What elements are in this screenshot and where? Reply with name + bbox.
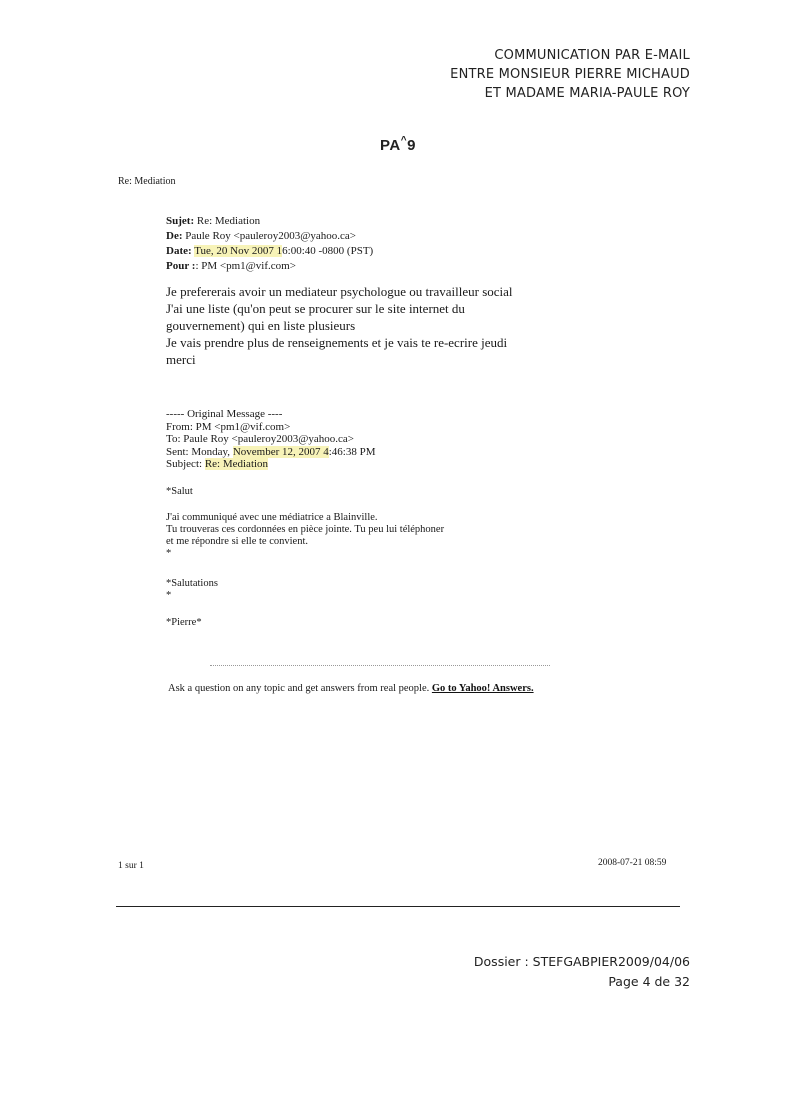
body-line: merci — [166, 352, 196, 367]
yahoo-footer — [168, 683, 534, 694]
stamp-suffix: 9 — [407, 137, 416, 154]
body-line: Je prefererais avoir un mediateur psychologue ou travailleur social — [166, 284, 513, 299]
email-headers — [166, 214, 373, 274]
footer-rule — [116, 906, 680, 907]
quoted-salutations: *Salutations — [166, 578, 218, 589]
quoted-line: Tu trouveras ces cordonnées en pièce jointe. Tu peu lui téléphoner — [166, 524, 445, 535]
from-label: De: — [166, 230, 183, 242]
to-row — [166, 259, 373, 274]
email-title: Re: Mediation — [118, 176, 176, 187]
original-from: From: PM <pm1@vif.com> — [166, 420, 291, 433]
date-value-rest: 6:00:40 -0800 (PST) — [282, 245, 374, 257]
original-message-headers — [166, 408, 376, 471]
date-value-highlight: Tue, 20 Nov 2007 1 — [194, 245, 283, 257]
dossier-number: Dossier : STEFGABPIER2009/04/06 — [473, 954, 690, 969]
sent-rest: :46:38 PM — [328, 445, 376, 458]
subject-value: Re: Mediation — [196, 215, 261, 227]
from-row — [166, 229, 373, 244]
to-label: Pour : — [166, 260, 196, 272]
from-value: Paule Roy <pauleroy2003@yahoo.ca> — [185, 230, 356, 242]
quoted-line: J'ai communiqué avec une médiatrice a Blainville. — [166, 512, 378, 523]
divider — [210, 665, 550, 666]
page-stamp — [380, 137, 416, 154]
email-body — [166, 283, 526, 368]
yahoo-text: Ask a question on any topic and get answers from real people. — [168, 683, 432, 694]
stamp-prefix: PA — [380, 137, 401, 154]
to-value: : PM <pm1@vif.com> — [195, 260, 296, 272]
body-line: J'ai une liste (qu'on peut se procurer sur le site internet du gouvernement) qui en liste plusieurs — [166, 301, 465, 333]
dossier-block — [474, 952, 690, 992]
stamp-caret: ^ — [400, 135, 408, 146]
subject-row — [166, 214, 373, 229]
subject-prefix: Subject: — [166, 458, 205, 471]
original-divider: ----- Original Message ---- — [166, 408, 283, 420]
document-header — [450, 46, 690, 103]
original-sent — [166, 446, 376, 459]
quoted-salut: *Salut — [166, 486, 193, 497]
original-to: To: Paule Roy <pauleroy2003@yahoo.ca> — [166, 433, 354, 446]
quoted-star: * — [166, 590, 172, 601]
header-line-2: ENTRE MONSIEUR PIERRE MICHAUD — [450, 67, 690, 82]
sent-highlight: November 12, 2007 4 — [232, 445, 329, 458]
sent-prefix: Sent: Monday, — [166, 445, 233, 458]
dossier-page: Page 4 de 32 — [608, 974, 690, 989]
quoted-signature: *Pierre* — [166, 617, 202, 628]
page-count: 1 sur 1 — [118, 861, 144, 871]
print-timestamp: 2008-07-21 08:59 — [598, 858, 667, 868]
quoted-salutations-block — [166, 578, 218, 602]
date-row — [166, 244, 373, 259]
date-label: Date: — [166, 245, 192, 257]
original-subject — [166, 458, 376, 471]
body-line: Je vais prendre plus de renseignements et je vais te re-ecrire jeudi — [166, 335, 508, 350]
quoted-star: * — [166, 548, 172, 559]
quoted-paragraph — [166, 512, 444, 560]
yahoo-answers-link[interactable]: Go to Yahoo! Answers. — [431, 683, 534, 694]
subject-highlight: Re: Mediation — [204, 458, 269, 471]
subject-label: Sujet: — [166, 215, 195, 227]
header-line-3: ET MADAME MARIA-PAULE ROY — [484, 86, 690, 101]
header-line-1: COMMUNICATION PAR E-MAIL — [494, 48, 690, 63]
quoted-line: et me répondre si elle te convient. — [166, 536, 308, 547]
